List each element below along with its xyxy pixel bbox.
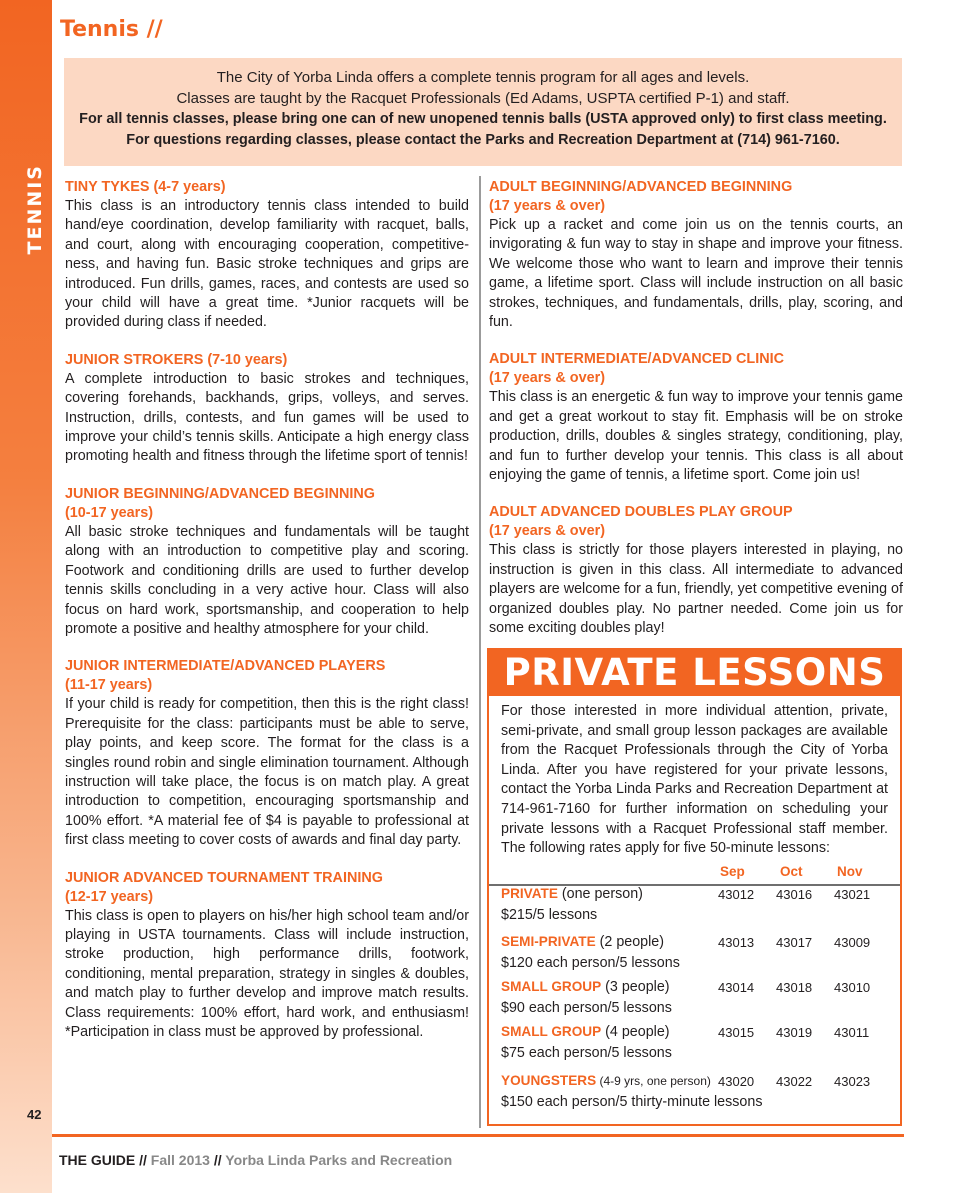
course-code: 43011 xyxy=(834,1025,870,1040)
private-lessons-description: For those interested in more individual attention, private, semi-private, and small group lesson packages are available from the Racquet Professionals through the City of Yorba Linda. After you have registered for your private lessons, contact the Yorba Linda Parks and Recreation Department at 714-961-7160 for further information on scheduling your private lessons with a Racquet Professional staff member. The following rates apply for five 50-minute lessons: xyxy=(501,703,888,857)
intro-box xyxy=(64,58,902,166)
class-title: ADULT BEGINNING/ADVANCED BEGINNING xyxy=(489,179,793,195)
rate-type: SMALL GROUP (3 people) xyxy=(501,979,670,995)
class-description: This class is open to players on his/her high school team and/or playing in USTA tournaments. Class will include instruction, stroke production, high performance drills, footwork, conditioning, mental preparation, strategy in singles & doubles, and match play to further develop and improve match results. Class requirements: 100% effort, hard work, and enthusiasm! *Participation in class must be approved by professional. xyxy=(65,907,469,1040)
course-code: 43009 xyxy=(834,935,871,950)
footer xyxy=(59,1152,452,1168)
course-code: 43018 xyxy=(776,980,813,995)
footer-separator: // xyxy=(209,1152,226,1168)
course-code: 43014 xyxy=(718,980,755,995)
intro-contact: For questions regarding classes, please contact the Parks and Recreation Department at (714) 961-7160. xyxy=(126,132,840,148)
class-description: This class is an introductory tennis class intended to build hand/eye coordination, develop familiarity with racquet, balls, and court, along with encouraging cooperation, competitiveness, and having fun. Basic stroke techniques and grips are introduced. Fun drills, games, races, and contests are used so your child will have a great time. *Junior racquets will be provided during class if needed. xyxy=(65,198,469,331)
class-section xyxy=(489,178,903,332)
private-lessons-heading: PRIVATE LESSONS xyxy=(489,650,900,696)
class-description: This class is strictly for those players interested in playing, no instruction is given in this class. All intermediate to advanced players are welcome for a fun, friendly, yet competitive evening of organized doubles play. No partner needed. Come join us for some exciting doubles play! xyxy=(489,542,903,637)
footer-org: Yorba Linda Parks and Recreation xyxy=(225,1152,453,1168)
rate-type: SEMI-PRIVATE (2 people) xyxy=(501,934,665,950)
footer-season: Fall 2013 xyxy=(150,1152,210,1168)
column-divider xyxy=(479,176,481,1128)
course-code: 43020 xyxy=(718,1074,755,1089)
class-age-range: (10-17 years) xyxy=(65,504,154,521)
course-code: 43019 xyxy=(776,1025,813,1040)
course-code: 43023 xyxy=(834,1074,871,1089)
class-age-range: (17 years & over) xyxy=(489,370,605,387)
class-title: JUNIOR BEGINNING/ADVANCED BEGINNING xyxy=(65,485,375,502)
course-code: 43010 xyxy=(834,980,871,995)
rate-type: PRIVATE (one person) xyxy=(501,886,643,902)
page-number: 42 xyxy=(27,1107,42,1122)
rate-price: $215/5 lessons xyxy=(501,907,598,923)
class-title: JUNIOR STROKERS (7-10 years) xyxy=(65,351,288,368)
class-section xyxy=(65,178,469,333)
footer-rule xyxy=(52,1134,904,1137)
rate-type: SMALL GROUP (4 people) xyxy=(501,1024,670,1040)
class-description: A complete introduction to basic strokes and techniques, covering forehands, backhands, grips, volleys, and serves. Instruction, drills, contests, and fun games will be used to improve your child’s tennis skills. Anticipate a high energy class promoting health and fitness through the lifetime sport of tennis! xyxy=(65,370,469,465)
rate-price: $75 each person/5 lessons xyxy=(501,1045,672,1061)
course-code: 43012 xyxy=(718,887,755,902)
class-title: TINY TYKES (4-7 years) xyxy=(65,179,226,195)
class-section xyxy=(65,351,469,467)
intro-note: For all tennis classes, please bring one can of new unopened tennis balls (USTA approved only) to first class meeting. xyxy=(79,111,887,127)
class-section xyxy=(489,503,903,638)
class-age-range: (17 years & over) xyxy=(489,523,605,540)
rate-price: $120 each person/5 lessons xyxy=(501,955,680,971)
course-code: 43022 xyxy=(776,1074,813,1089)
rates-header xyxy=(489,864,900,882)
intro-line: Classes are taught by the Racquet Professionals (Ed Adams, USPTA certified P-1) and staff. xyxy=(176,90,790,107)
class-section xyxy=(65,869,469,1043)
left-column xyxy=(65,178,469,1060)
class-title: JUNIOR ADVANCED TOURNAMENT TRAINING xyxy=(65,869,383,886)
page-title: Tennis // xyxy=(60,17,163,42)
class-title: ADULT INTERMEDIATE/ADVANCED CLINIC xyxy=(489,351,784,368)
footer-guide: THE GUIDE // xyxy=(59,1152,151,1168)
class-section xyxy=(65,657,469,850)
class-title: JUNIOR INTERMEDIATE/ADVANCED PLAYERS xyxy=(65,658,386,675)
rate-price: $150 each person/5 thirty-minute lessons xyxy=(501,1094,763,1110)
private-lessons-box xyxy=(487,648,902,1126)
month-header: Nov xyxy=(837,864,863,879)
rate-type: YOUNGSTERS (4-9 yrs, one person) xyxy=(501,1073,711,1088)
class-description: All basic stroke techniques and fundamentals will be taught along with an introduction to competitive play and scoring. Footwork and conditioning drills are used to further develop tennis skills concluding in a very active hour. Class will also focus on hard work, sportsmanship, and cooperation to help promote a positive and healthy atmosphere for your child. xyxy=(65,523,469,637)
intro-line: The City of Yorba Linda offers a complete tennis program for all ages and levels. xyxy=(216,69,750,86)
class-age-range: (17 years & over) xyxy=(489,198,605,214)
month-header: Sep xyxy=(720,864,745,879)
month-header: Oct xyxy=(780,864,803,879)
class-description: If your child is ready for competition, then this is the right class! Prerequisite for the class: participants must be able to serve, play points, and keep score. The format for the class is a singles round robin and single elimination tournament. Although instruction will take place, the focus is on match play. A great introduction to competition, encouraging sportsmanship and 100% effort. *A material fee of $4 is payable to professional at first class meeting to cover costs of awards and final day party. xyxy=(65,696,469,849)
class-title: ADULT ADVANCED DOUBLES PLAY GROUP xyxy=(489,504,793,521)
course-code: 43013 xyxy=(718,935,755,950)
class-description: Pick up a racket and come join us on the tennis courts, an invigorating & fun way to stay in shape and improve your fitness. We welcome those who want to learn and improve their tennis game, a lifetime sport. Class will include instruction on all basic strokes, techniques, and fundamentals, drills, play, scoring, and fun. xyxy=(489,217,903,331)
course-code: 43017 xyxy=(776,935,813,950)
rate-price: $90 each person/5 lessons xyxy=(501,1000,672,1016)
section-tab-label: TENNIS xyxy=(24,164,46,255)
right-column xyxy=(489,178,903,657)
class-section xyxy=(65,485,469,639)
class-section xyxy=(489,350,903,485)
class-description: This class is an energetic & fun way to improve your tennis game and get a great workout to stay fit. Emphasis will be on stroke production, drills, doubles & singles strategy, conditioning, play, and fun to further develop your tennis. This class is all about enjoying the game of tennis, a lifetime sport. Come join us! xyxy=(489,389,903,484)
course-code: 43016 xyxy=(776,887,813,902)
class-age-range: (12-17 years) xyxy=(65,888,154,905)
course-code: 43021 xyxy=(834,887,871,902)
course-code: 43015 xyxy=(718,1025,755,1040)
class-age-range: (11-17 years) xyxy=(65,677,153,694)
